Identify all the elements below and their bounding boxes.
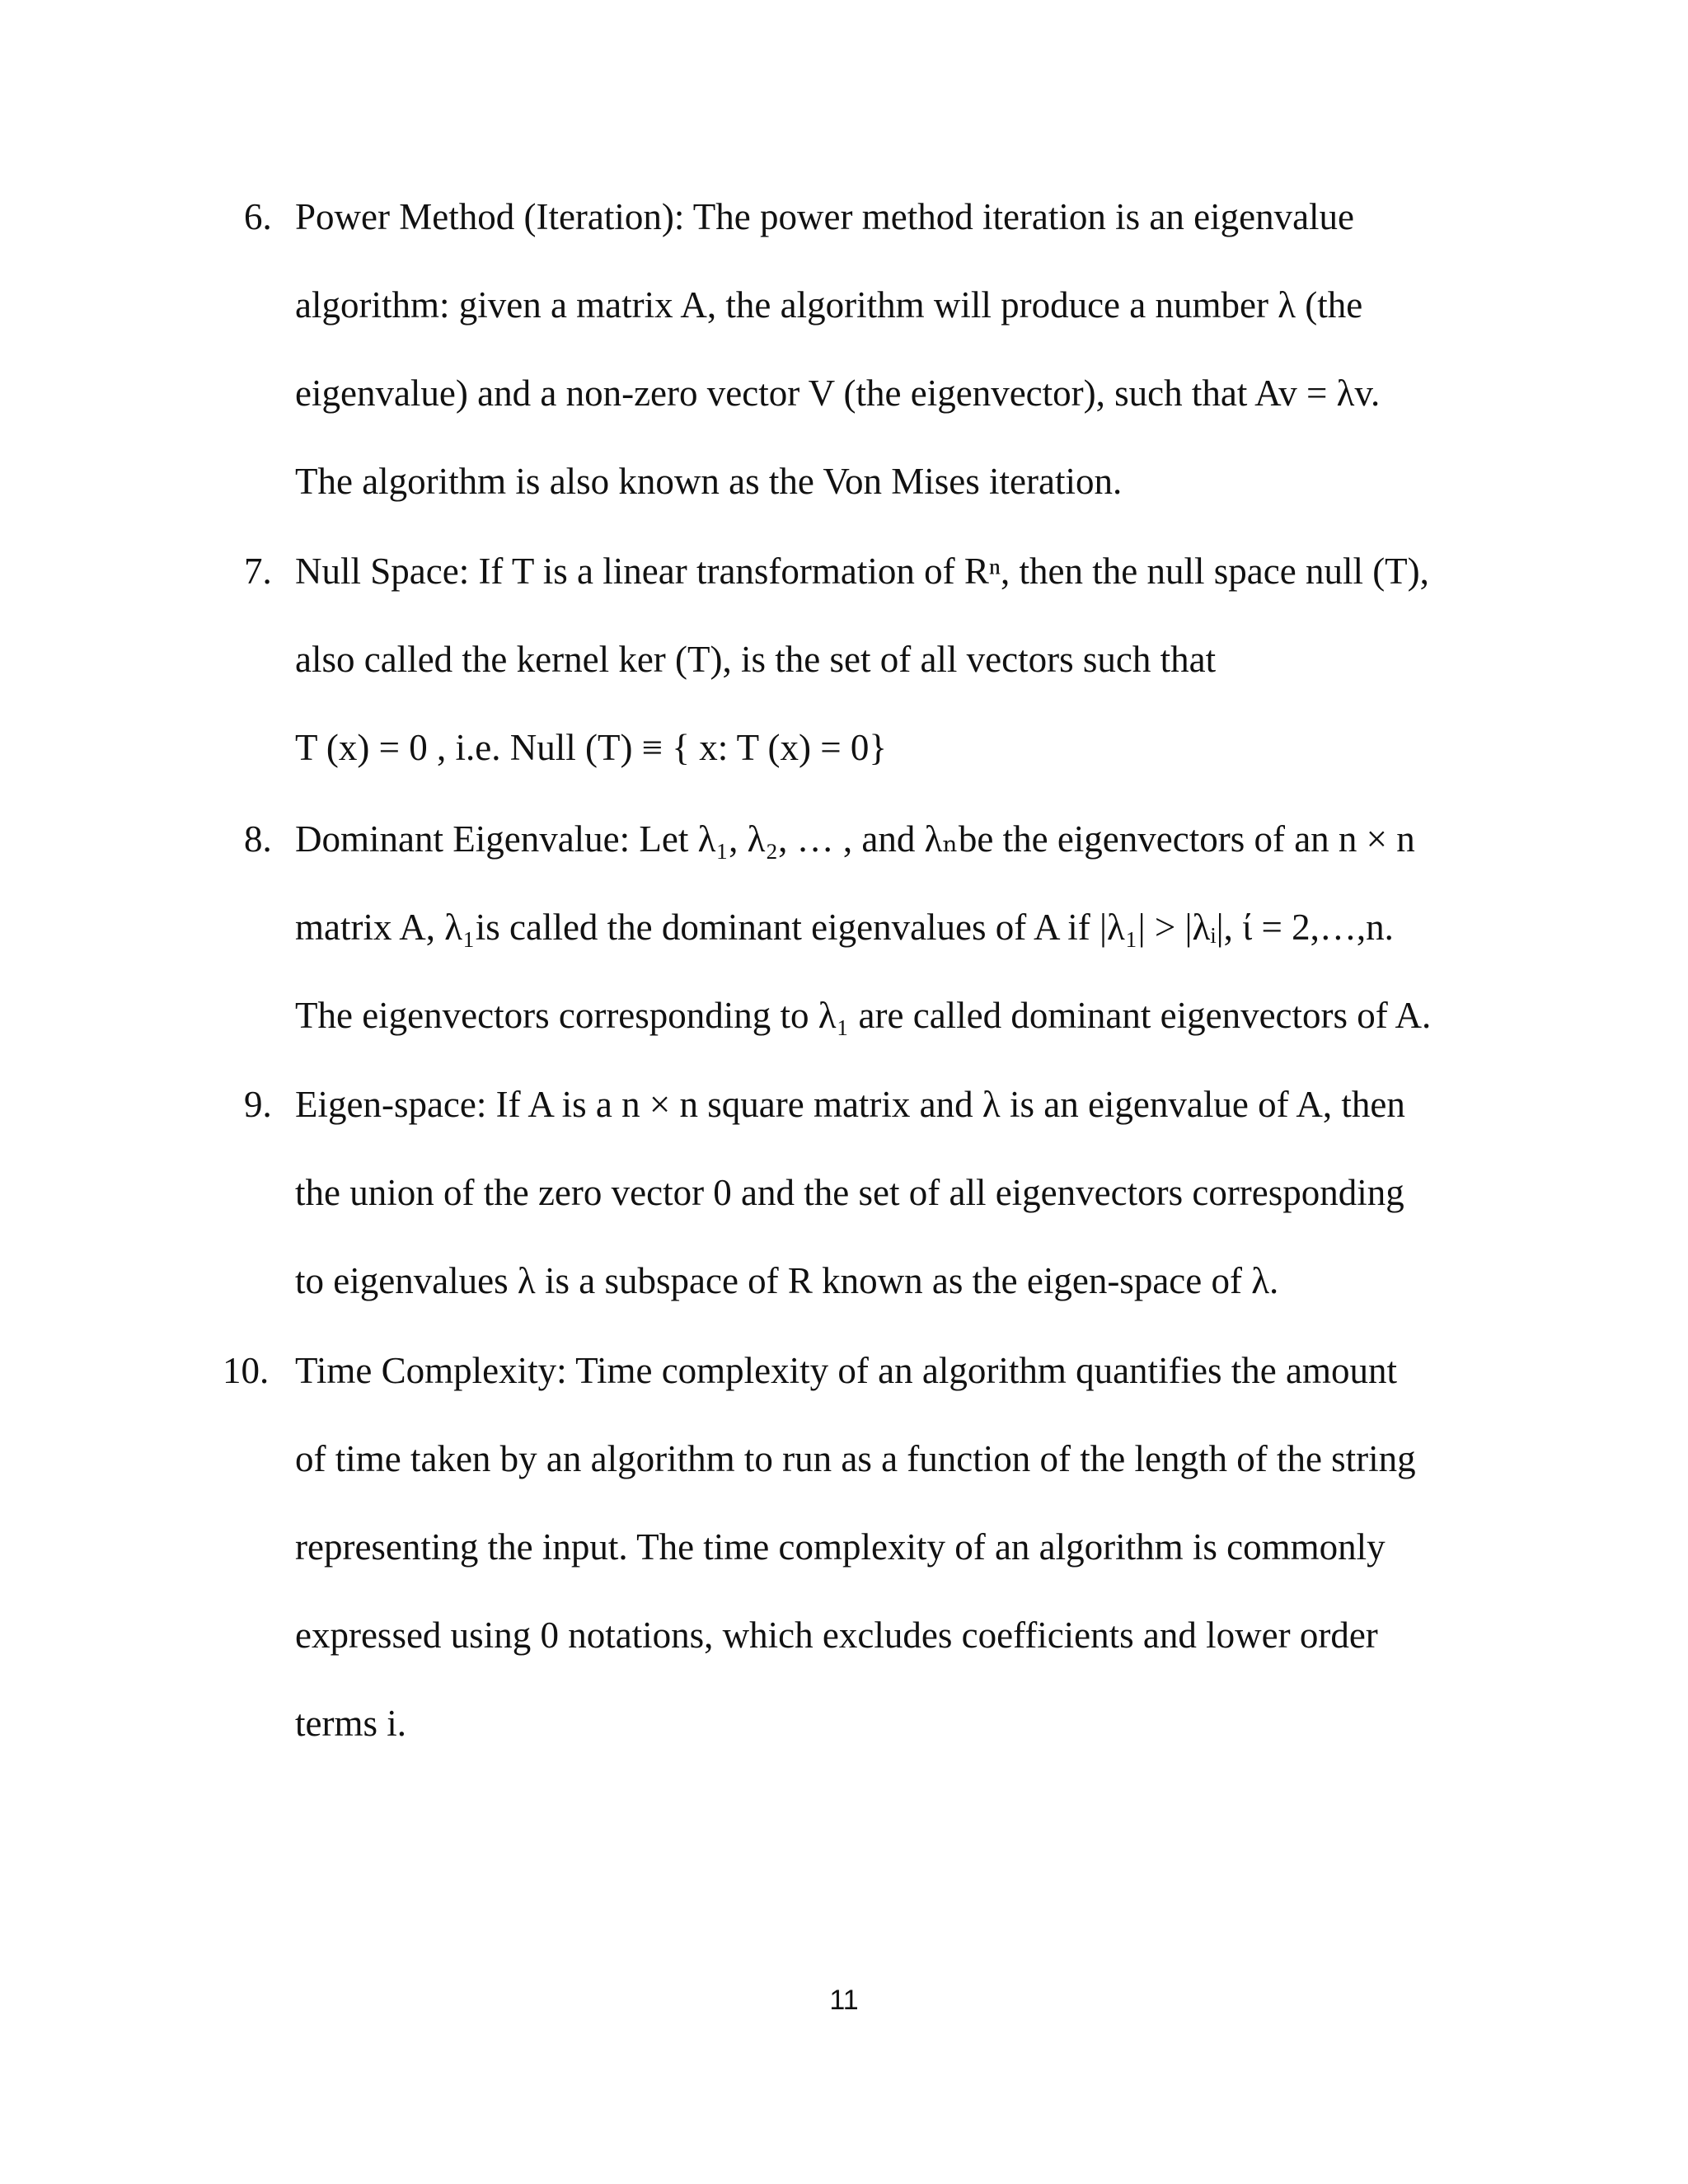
- item-line: matrix A, λ₁is called the dominant eigenvalues of A if |λ₁| > |λᵢ|, ί = 2,…,n.: [295, 907, 1394, 948]
- item-line: to eigenvalues λ is a subspace of R known as the eigen-space of λ.: [295, 1260, 1279, 1301]
- item-number: 8.: [244, 818, 272, 860]
- item-line: Time Complexity: Time complexity of an algorithm quantifies the amount: [295, 1350, 1397, 1391]
- item-number: 9.: [244, 1084, 272, 1125]
- definition-power-method: [244, 173, 1497, 526]
- item-line: expressed using 0 notations, which excludes coefficients and lower order: [295, 1615, 1378, 1656]
- item-number: 10.: [223, 1350, 270, 1391]
- item-line: Null Space: If T is a linear transformation of Rⁿ, then the null space null (T),: [295, 551, 1429, 592]
- item-line: the union of the zero vector 0 and the set of all eigenvectors corresponding: [295, 1172, 1404, 1213]
- item-line: Dominant Eigenvalue: Let λ₁, λ₂, … , and λₙbe the eigenvectors of an n × n: [295, 818, 1415, 860]
- item-line: T (x) = 0 , i.e. Null (T) ≡ { x: T (x) = 0}: [295, 727, 888, 768]
- item-line: representing the input. The time complexity of an algorithm is commonly: [295, 1526, 1386, 1568]
- definition-dominant-eigenvalue: [244, 795, 1497, 1060]
- definition-eigen-space: [244, 1061, 1497, 1325]
- item-line: eigenvalue) and a non-zero vector V (the eigenvector), such that Av = λv.: [295, 373, 1381, 414]
- page-number: 11: [829, 1985, 859, 2016]
- item-line: terms i.: [295, 1703, 406, 1744]
- item-line: The eigenvectors corresponding to λ₁ are called dominant eigenvectors of A.: [295, 995, 1432, 1036]
- item-line: Eigen-space: If A is a n × n square matrix and λ is an eigenvalue of A, then: [295, 1084, 1405, 1125]
- definition-null-space: [244, 527, 1497, 792]
- item-line: algorithm: given a matrix A, the algorithm will produce a number λ (the: [295, 284, 1363, 326]
- item-line: Power Method (Iteration): The power method iteration is an eigenvalue: [295, 196, 1355, 237]
- item-line: of time taken by an algorithm to run as a function of the length of the string: [295, 1438, 1416, 1479]
- definition-time-complexity: [223, 1327, 1475, 1768]
- item-number: 6.: [244, 196, 272, 237]
- item-number: 7.: [244, 551, 272, 592]
- item-line: also called the kernel ker (T), is the set of all vectors such that: [295, 639, 1217, 680]
- item-line: The algorithm is also known as the Von Mises iteration.: [295, 461, 1123, 502]
